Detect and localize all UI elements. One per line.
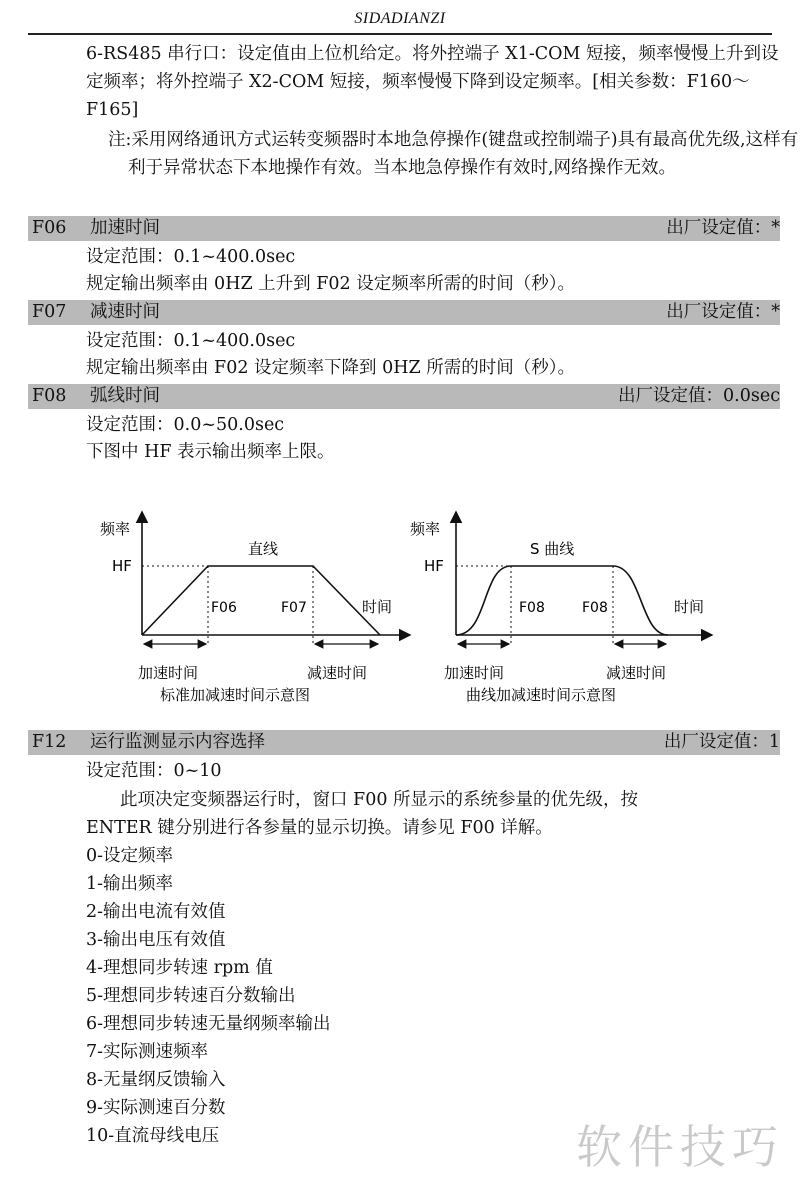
mark-f06: F06 xyxy=(211,600,237,616)
y-axis-label: 频率 xyxy=(410,520,441,538)
param-name: 弧线时间 xyxy=(90,386,160,406)
rs485-description: 6-RS485 串行口：设定值由上位机给定。将外控端子 X1-COM 短接，频率慢慢上升到设定频率；将外控端子 X2-COM 短接，频率慢慢下降到设定频率。[相关参数：F160～F165] xyxy=(86,44,779,120)
option-item: 3-输出电压有效值 xyxy=(86,930,226,950)
param-factory-default: 出厂设定值：* xyxy=(666,302,780,322)
mark-f08-left: F08 xyxy=(519,600,545,616)
option-item: 6-理想同步转速无量纲频率输出 xyxy=(86,1014,331,1034)
s-curve-accel-diagram xyxy=(410,512,712,704)
f06-range: 设定范围：0.1~400.0sec xyxy=(86,247,296,267)
curve-label: S 曲线 xyxy=(530,540,575,558)
param-factory-default: 出厂设定值：0.0sec xyxy=(618,386,780,406)
f07-description: 规定输出频率由 F02 设定频率下降到 0HZ 所需的时间（秒）。 xyxy=(86,358,575,378)
watermark: 软件技巧 xyxy=(576,1120,784,1174)
param-row-f12 xyxy=(28,730,780,755)
option-item: 8-无量纲反馈输入 xyxy=(86,1070,226,1090)
param-row-f06 xyxy=(28,216,780,241)
accel-label: 加速时间 xyxy=(444,664,505,682)
page-header-title: SIDADIANZI xyxy=(354,10,446,27)
hf-label: HF xyxy=(424,557,444,575)
option-item: 4-理想同步转速 rpm 值 xyxy=(86,958,273,978)
f12-description-line1: 此项决定变频器运行时，窗口 F00 所显示的系统参量的优先级，按 xyxy=(120,790,639,810)
param-name: 运行监测显示内容选择 xyxy=(90,732,265,752)
param-code: F07 xyxy=(32,302,67,322)
option-item: 2-输出电流有效值 xyxy=(86,902,226,922)
param-row-f08 xyxy=(28,384,780,409)
f12-range: 设定范围：0~10 xyxy=(86,761,222,781)
param-code: F06 xyxy=(32,218,67,238)
accel-decel-diagrams xyxy=(0,500,800,715)
x-axis-label: 时间 xyxy=(362,598,393,616)
header-divider xyxy=(28,33,772,35)
linear-ramp-curve xyxy=(142,566,380,635)
param-code: F12 xyxy=(32,732,67,752)
f06-description: 规定输出频率由 0HZ 上升到 F02 设定频率所需的时间（秒）。 xyxy=(86,274,575,294)
mark-f07: F07 xyxy=(281,600,307,616)
param-row-f07 xyxy=(28,300,780,325)
diagram-caption: 标准加减速时间示意图 xyxy=(160,686,311,704)
option-item: 0-设定频率 xyxy=(86,846,174,866)
option-item: 10-直流母线电压 xyxy=(86,1126,220,1146)
s-curve xyxy=(456,566,668,635)
standard-accel-diagram xyxy=(100,512,410,704)
param-factory-default: 出厂设定值：* xyxy=(666,218,780,238)
param-name: 加速时间 xyxy=(90,218,160,238)
curve-label: 直线 xyxy=(248,540,279,558)
y-axis-label: 频率 xyxy=(100,520,131,538)
option-item: 9-实际测速百分数 xyxy=(86,1098,226,1118)
decel-label: 减速时间 xyxy=(307,664,368,682)
diagram-caption: 曲线加减速时间示意图 xyxy=(466,686,617,704)
accel-label: 加速时间 xyxy=(138,664,199,682)
param-factory-default: 出厂设定值：1 xyxy=(663,732,780,752)
option-item: 5-理想同步转速百分数输出 xyxy=(86,986,296,1006)
param-code: F08 xyxy=(32,386,67,406)
option-item: 1-输出频率 xyxy=(86,874,174,894)
f08-description: 下图中 HF 表示输出频率上限。 xyxy=(86,442,335,462)
x-axis-label: 时间 xyxy=(674,598,705,616)
f07-range: 设定范围：0.1~400.0sec xyxy=(86,331,296,351)
param-name: 减速时间 xyxy=(90,302,160,322)
hf-label: HF xyxy=(112,557,132,575)
mark-f08-right: F08 xyxy=(582,600,608,616)
decel-label: 减速时间 xyxy=(606,664,667,682)
rs485-note: 注:采用网络通讯方式运转变频器时本地急停操作(键盘或控制端子)具有最高优先级,这样有利于异常状态下本地操作有效。当本地急停操作有效时,网络操作无效。 xyxy=(108,130,799,178)
f08-range: 设定范围：0.0~50.0sec xyxy=(86,415,285,435)
f12-description-line2: ENTER 键分别进行各参量的显示切换。请参见 F00 详解。 xyxy=(86,818,553,838)
option-item: 7-实际测速频率 xyxy=(86,1042,209,1062)
